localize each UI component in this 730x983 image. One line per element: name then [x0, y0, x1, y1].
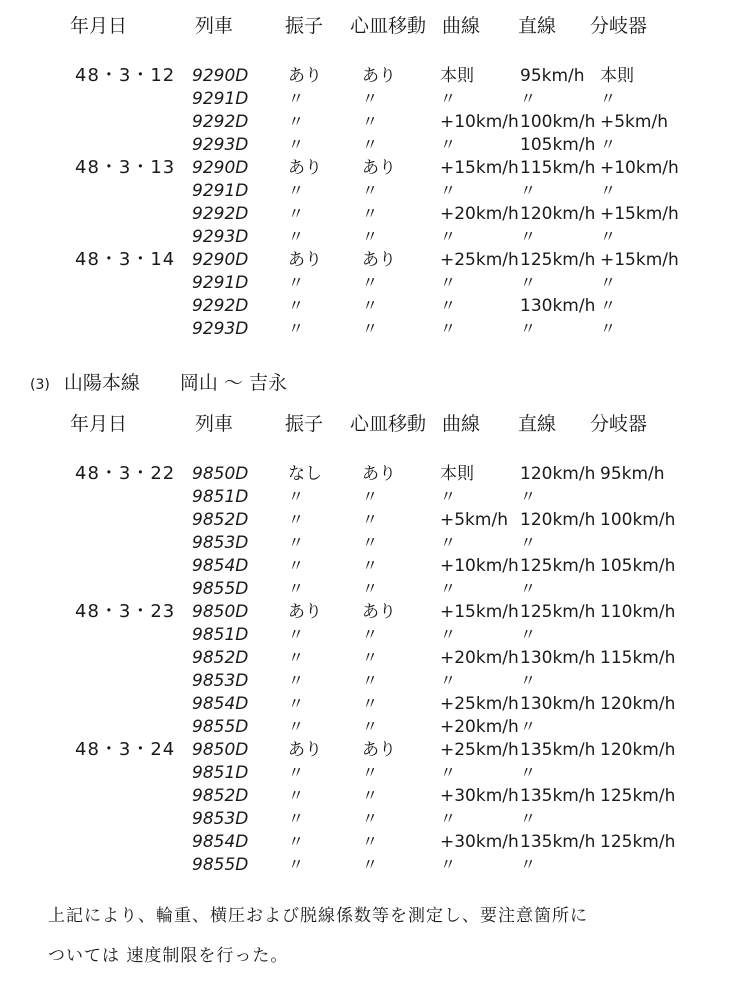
train-cell: 9851D: [192, 763, 249, 783]
straight-speed-cell: 〃: [520, 273, 537, 292]
turnout-speed-cell: +5km/h: [600, 112, 668, 132]
table-row: [0, 600, 730, 624]
bogie-shift-cell: 〃: [362, 556, 379, 575]
table-row: [0, 156, 730, 180]
turnout-speed-cell: 100km/h: [600, 510, 676, 530]
bogie-shift-cell: あり: [362, 158, 396, 178]
pendulum-cell: 〃: [288, 671, 305, 690]
table-row: [0, 202, 730, 226]
train-cell: 9293D: [192, 227, 249, 247]
table-row: [0, 784, 730, 808]
curve-speed-cell: 〃: [440, 296, 457, 315]
curve-speed-cell: +15km/h: [440, 602, 519, 622]
pendulum-cell: 〃: [288, 717, 305, 736]
pendulum-cell: 〃: [288, 273, 305, 292]
table-row: [0, 692, 730, 716]
pendulum-cell: 〃: [288, 510, 305, 529]
table-row: [0, 110, 730, 134]
curve-speed-cell: +20km/h: [440, 648, 519, 668]
straight-speed-cell: 135km/h: [520, 832, 596, 852]
header-turnout: 分岐器: [590, 413, 648, 435]
date-cell: 48・3・12: [75, 65, 176, 86]
curve-speed-cell: +5km/h: [440, 510, 508, 530]
train-cell: 9292D: [192, 296, 249, 316]
straight-speed-cell: 〃: [520, 89, 537, 108]
bogie-shift-cell: 〃: [362, 273, 379, 292]
turnout-speed-cell: +15km/h: [600, 204, 679, 224]
bogie-shift-cell: 〃: [362, 579, 379, 598]
bogie-shift-cell: 〃: [362, 671, 379, 690]
straight-speed-cell: 105km/h: [520, 135, 596, 155]
table-row: [0, 807, 730, 831]
table-row: [0, 64, 730, 88]
date-cell: 48・3・14: [75, 249, 176, 270]
straight-speed-cell: 〃: [520, 855, 537, 874]
header-curve: 曲線: [442, 15, 481, 37]
train-cell: 9292D: [192, 204, 249, 224]
straight-speed-cell: 〃: [520, 625, 537, 644]
train-cell: 9854D: [192, 694, 249, 714]
turnout-speed-cell: 95km/h: [600, 464, 665, 484]
header-train: 列車: [195, 413, 234, 435]
pendulum-cell: 〃: [288, 855, 305, 874]
straight-speed-cell: 120km/h: [520, 510, 596, 530]
pendulum-cell: あり: [288, 602, 322, 622]
straight-speed-cell: 〃: [520, 671, 537, 690]
bogie-shift-cell: 〃: [362, 648, 379, 667]
train-cell: 9293D: [192, 135, 249, 155]
pendulum-cell: 〃: [288, 487, 305, 506]
date-cell: 48・3・24: [75, 739, 176, 760]
straight-speed-cell: 〃: [520, 717, 537, 736]
table-row: [0, 87, 730, 111]
turnout-speed-cell: 110km/h: [600, 602, 676, 622]
bogie-shift-cell: 〃: [362, 510, 379, 529]
straight-speed-cell: 135km/h: [520, 786, 596, 806]
curve-speed-cell: 〃: [440, 135, 457, 154]
pendulum-cell: 〃: [288, 296, 305, 315]
table-row: [0, 271, 730, 295]
bogie-shift-cell: 〃: [362, 786, 379, 805]
curve-speed-cell: +20km/h: [440, 717, 519, 737]
turnout-speed-cell: 〃: [600, 296, 617, 315]
header-bogie-shift: 心皿移動: [350, 15, 427, 37]
train-cell: 9853D: [192, 671, 249, 691]
curve-speed-cell: 〃: [440, 181, 457, 200]
table-row: [0, 179, 730, 203]
table-row: [0, 462, 730, 486]
turnout-speed-cell: 〃: [600, 319, 617, 338]
turnout-speed-cell: 115km/h: [600, 648, 676, 668]
train-cell: 9854D: [192, 832, 249, 852]
table-row: [0, 485, 730, 509]
bogie-shift-cell: あり: [362, 250, 396, 270]
pendulum-cell: 〃: [288, 786, 305, 805]
straight-speed-cell: 120km/h: [520, 464, 596, 484]
turnout-speed-cell: 105km/h: [600, 556, 676, 576]
pendulum-cell: 〃: [288, 579, 305, 598]
turnout-speed-cell: 〃: [600, 273, 617, 292]
train-cell: 9853D: [192, 533, 249, 553]
bogie-shift-cell: 〃: [362, 204, 379, 223]
table-row: [0, 248, 730, 272]
curve-speed-cell: +30km/h: [440, 832, 519, 852]
straight-speed-cell: 120km/h: [520, 204, 596, 224]
table-row: [0, 133, 730, 157]
bogie-shift-cell: 〃: [362, 296, 379, 315]
bogie-shift-cell: あり: [362, 66, 396, 86]
pendulum-cell: 〃: [288, 763, 305, 782]
turnout-speed-cell: 120km/h: [600, 694, 676, 714]
curve-speed-cell: +25km/h: [440, 250, 519, 270]
train-cell: 9290D: [192, 66, 249, 86]
section-number: (3): [30, 377, 50, 393]
table-row: [0, 738, 730, 762]
straight-speed-cell: 130km/h: [520, 694, 596, 714]
turnout-speed-cell: +10km/h: [600, 158, 679, 178]
curve-speed-cell: 〃: [440, 579, 457, 598]
pendulum-cell: あり: [288, 158, 322, 178]
straight-speed-cell: 〃: [520, 579, 537, 598]
curve-speed-cell: +30km/h: [440, 786, 519, 806]
train-cell: 9851D: [192, 625, 249, 645]
bogie-shift-cell: 〃: [362, 487, 379, 506]
turnout-speed-cell: 本則: [600, 66, 634, 86]
straight-speed-cell: 〃: [520, 227, 537, 246]
straight-speed-cell: 95km/h: [520, 66, 585, 86]
curve-speed-cell: 本則: [440, 66, 474, 86]
table-row: [0, 317, 730, 341]
train-cell: 9850D: [192, 602, 249, 622]
header-straight: 直線: [518, 15, 557, 37]
curve-speed-cell: 〃: [440, 273, 457, 292]
train-cell: 9852D: [192, 648, 249, 668]
turnout-speed-cell: 〃: [600, 89, 617, 108]
train-cell: 9291D: [192, 89, 249, 109]
header-straight: 直線: [518, 413, 557, 435]
pendulum-cell: 〃: [288, 832, 305, 851]
pendulum-cell: 〃: [288, 319, 305, 338]
straight-speed-cell: 〃: [520, 487, 537, 506]
bogie-shift-cell: 〃: [362, 694, 379, 713]
straight-speed-cell: 130km/h: [520, 648, 596, 668]
pendulum-cell: 〃: [288, 809, 305, 828]
table-header-row: [0, 14, 730, 38]
pendulum-cell: 〃: [288, 227, 305, 246]
straight-speed-cell: 〃: [520, 763, 537, 782]
straight-speed-cell: 100km/h: [520, 112, 596, 132]
bogie-shift-cell: 〃: [362, 809, 379, 828]
straight-speed-cell: 125km/h: [520, 250, 596, 270]
section-route: 岡山 〜 吉永: [179, 372, 287, 394]
curve-speed-cell: +10km/h: [440, 112, 519, 132]
date-cell: 48・3・13: [75, 157, 176, 178]
pendulum-cell: 〃: [288, 694, 305, 713]
date-cell: 48・3・22: [75, 463, 176, 484]
train-cell: 9852D: [192, 510, 249, 530]
bogie-shift-cell: あり: [362, 602, 396, 622]
turnout-speed-cell: +15km/h: [600, 250, 679, 270]
train-cell: 9850D: [192, 740, 249, 760]
train-cell: 9855D: [192, 579, 249, 599]
bogie-shift-cell: 〃: [362, 625, 379, 644]
train-cell: 9855D: [192, 717, 249, 737]
curve-speed-cell: +15km/h: [440, 158, 519, 178]
pendulum-cell: 〃: [288, 181, 305, 200]
train-cell: 9854D: [192, 556, 249, 576]
train-cell: 9291D: [192, 273, 249, 293]
straight-speed-cell: 125km/h: [520, 556, 596, 576]
curve-speed-cell: 〃: [440, 533, 457, 552]
header-pendulum: 振子: [285, 413, 324, 435]
pendulum-cell: 〃: [288, 112, 305, 131]
bogie-shift-cell: 〃: [362, 832, 379, 851]
curve-speed-cell: 〃: [440, 227, 457, 246]
table-row: [0, 646, 730, 670]
train-cell: 9290D: [192, 158, 249, 178]
turnout-speed-cell: 〃: [600, 135, 617, 154]
straight-speed-cell: 〃: [520, 809, 537, 828]
train-cell: 9290D: [192, 250, 249, 270]
pendulum-cell: 〃: [288, 204, 305, 223]
header-curve: 曲線: [442, 413, 481, 435]
train-cell: 9293D: [192, 319, 249, 339]
bogie-shift-cell: 〃: [362, 181, 379, 200]
bogie-shift-cell: 〃: [362, 227, 379, 246]
note-line-1: 上記により、輪重、横圧および脱線係数等を測定し、要注意箇所に: [48, 906, 588, 926]
train-cell: 9292D: [192, 112, 249, 132]
header-train: 列車: [195, 15, 234, 37]
bogie-shift-cell: あり: [362, 464, 396, 484]
turnout-speed-cell: 〃: [600, 181, 617, 200]
train-cell: 9855D: [192, 855, 249, 875]
pendulum-cell: あり: [288, 66, 322, 86]
section-heading: [30, 370, 287, 398]
pendulum-cell: なし: [288, 464, 322, 484]
bogie-shift-cell: あり: [362, 740, 396, 760]
curve-speed-cell: 〃: [440, 89, 457, 108]
curve-speed-cell: 〃: [440, 671, 457, 690]
bogie-shift-cell: 〃: [362, 89, 379, 108]
curve-speed-cell: 〃: [440, 319, 457, 338]
train-cell: 9852D: [192, 786, 249, 806]
curve-speed-cell: 〃: [440, 625, 457, 644]
straight-speed-cell: 〃: [520, 533, 537, 552]
straight-speed-cell: 130km/h: [520, 296, 596, 316]
pendulum-cell: 〃: [288, 135, 305, 154]
pendulum-cell: 〃: [288, 533, 305, 552]
straight-speed-cell: 115km/h: [520, 158, 596, 178]
bogie-shift-cell: 〃: [362, 763, 379, 782]
bogie-shift-cell: 〃: [362, 855, 379, 874]
curve-speed-cell: +25km/h: [440, 740, 519, 760]
table-header-row: [0, 412, 730, 436]
straight-speed-cell: 125km/h: [520, 602, 596, 622]
note-line-2: ついては 速度制限を行った。: [48, 946, 289, 966]
curve-speed-cell: 〃: [440, 487, 457, 506]
curve-speed-cell: 〃: [440, 809, 457, 828]
bogie-shift-cell: 〃: [362, 533, 379, 552]
bogie-shift-cell: 〃: [362, 717, 379, 736]
curve-speed-cell: +20km/h: [440, 204, 519, 224]
section-line-name: 山陽本線: [63, 372, 140, 394]
table-row: [0, 830, 730, 854]
straight-speed-cell: 135km/h: [520, 740, 596, 760]
curve-speed-cell: 〃: [440, 855, 457, 874]
curve-speed-cell: 〃: [440, 763, 457, 782]
bogie-shift-cell: 〃: [362, 135, 379, 154]
curve-speed-cell: +10km/h: [440, 556, 519, 576]
header-pendulum: 振子: [285, 15, 324, 37]
table-row: [0, 669, 730, 693]
pendulum-cell: 〃: [288, 625, 305, 644]
train-cell: 9291D: [192, 181, 249, 201]
table-row: [0, 623, 730, 647]
straight-speed-cell: 〃: [520, 181, 537, 200]
table-row: [0, 715, 730, 739]
curve-speed-cell: +25km/h: [440, 694, 519, 714]
train-cell: 9853D: [192, 809, 249, 829]
table-row: [0, 225, 730, 249]
bogie-shift-cell: 〃: [362, 112, 379, 131]
date-cell: 48・3・23: [75, 601, 176, 622]
straight-speed-cell: 〃: [520, 319, 537, 338]
header-turnout: 分岐器: [590, 15, 648, 37]
header-bogie-shift: 心皿移動: [350, 413, 427, 435]
pendulum-cell: 〃: [288, 89, 305, 108]
table-row: [0, 294, 730, 318]
table-row: [0, 554, 730, 578]
table-row: [0, 508, 730, 532]
pendulum-cell: 〃: [288, 648, 305, 667]
pendulum-cell: 〃: [288, 556, 305, 575]
pendulum-cell: あり: [288, 250, 322, 270]
pendulum-cell: あり: [288, 740, 322, 760]
turnout-speed-cell: 125km/h: [600, 786, 676, 806]
train-cell: 9850D: [192, 464, 249, 484]
turnout-speed-cell: 120km/h: [600, 740, 676, 760]
curve-speed-cell: 本則: [440, 464, 474, 484]
train-cell: 9851D: [192, 487, 249, 507]
table-row: [0, 531, 730, 555]
table-row: [0, 853, 730, 877]
turnout-speed-cell: 〃: [600, 227, 617, 246]
table-row: [0, 761, 730, 785]
table-row: [0, 577, 730, 601]
turnout-speed-cell: 125km/h: [600, 832, 676, 852]
header-date: 年月日: [70, 15, 128, 37]
bogie-shift-cell: 〃: [362, 319, 379, 338]
header-date: 年月日: [70, 413, 128, 435]
